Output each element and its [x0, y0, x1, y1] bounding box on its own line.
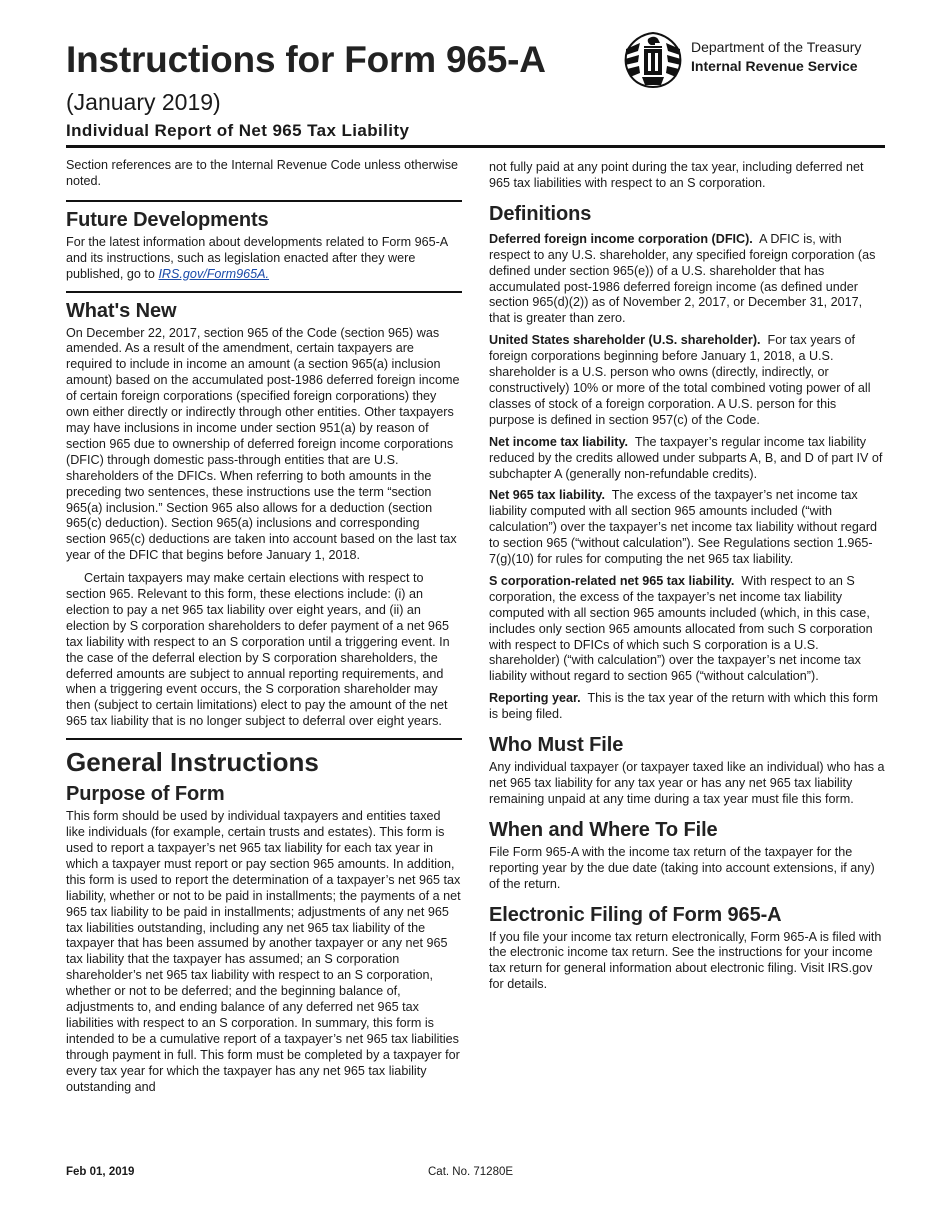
definition-term: United States shareholder (U.S. shareholder).: [489, 333, 761, 348]
section-general-instructions: [66, 738, 462, 1095]
definition-net-income-tax-liability: [489, 435, 885, 483]
intro-text: Section references are to the Internal Revenue Code unless otherwise noted.: [66, 158, 459, 188]
section-future-developments: [66, 200, 462, 283]
definition-text: A DFIC is, with respect to any U.S. shareholder, any specified foreign corporation (as defined under section 965(e)) of a U.S. shareholder that has accumulated post-1986 deferred foreign income (as defined under section 965(d)(2)) as of November 2, 2017, or December 31, 2017, that is greater than zero.: [489, 231, 876, 326]
definition-us-shareholder: [489, 333, 885, 428]
future-developments-heading: Future Developments: [66, 208, 269, 231]
department-name: Department of the Treasury: [691, 39, 862, 55]
electronic-filing-text: If you file your income tax return electronically, Form 965-A is filed with the electronic income tax return. See the instructions for your income tax return for general information about electronic filing. Visit IRS.gov for details.: [489, 929, 882, 992]
definition-text: The excess of the taxpayer’s net income tax liability computed with all section 965 amounts included (“with calculation”) over the taxpayer’s net income tax liability without regard to section 965 (“without calculation”). See Regulations section 1.965-7(g)(10) for rules for computing the net 965 tax liability.: [489, 488, 878, 567]
catalog-number: Cat. No. 71280E: [428, 1166, 514, 1178]
document-title: Instructions for Form 965-A: [66, 39, 546, 80]
purpose-of-form-text: This form should be used by individual taxpayers and entities taxed like individuals (for example, certain trusts and estates). This form is used to report a taxpayer’s net 965 tax liability for each tax year in which a taxpayer must report or pay section 965 amounts. In addition, this form is used to report the determination of a taxpayer’s net 965 tax liability, whether or not to be paid in installments; the payments of a net 965 tax liability to be paid in installments; adjustments of any net 965 tax liabilities outstanding, including any net 965 tax liability of the taxpayer that has been assumed by another taxpayer or any net 965 tax liability that the taxpayer has assumed; an S corporation shareholder’s net 965 tax liability with respect to an S corporation, whether or not to be deferred; and the beginning balance of, adjustments to, and ending balance of any deferred net 965 tax liabilities with respect to an S corporation. In summary, this form is intended to be a cumulative report of a taxpayer’s net 965 tax liabilities through payment in full. This form must be completed by a taxpayer for every tax year for which the taxpayer has any net 965 tax liability outstanding and: [66, 809, 461, 1094]
definition-text: With respect to an S corporation, the excess of the taxpayer’s net income tax liability computed with all section 965 amounts included (which, in this case, includes only section 965 amounts allocated from such S corporation with respect to DFICs of which such S corporation is a U.S. shareholder) (“with calculation”) over the taxpayer’s net income tax liability without regard to section 965 (“without calculation”).: [489, 573, 873, 684]
right-column: [489, 150, 885, 993]
who-must-file-text: Any individual taxpayer (or taxpayer taxed like an individual) who has a net 965 tax liability for any tax year or has any net 965 tax liability remaining unpaid at any time during a tax year must file this form.: [489, 760, 885, 806]
section-whats-new: [66, 291, 462, 731]
future-developments-text: [66, 235, 462, 283]
form-name: Individual Report of Net 965 Tax Liability: [66, 121, 410, 140]
definition-text: For tax years of foreign corporations beginning before January 1, 2018, a U.S. shareholder is a U.S. person who owns (directly, indirectly, or constructively) 10% or more of the total combined voting power of all classes of stock of a foreign corporation. A U.S. person for this purpose is defined in section 957(c) of the Code.: [489, 333, 871, 427]
agency-block: [691, 38, 861, 76]
when-where-text: File Form 965-A with the income tax return of the taxpayer for the reporting year by the due date (taking into account extensions, if any) of the return.: [489, 844, 875, 891]
continued-text: not fully paid at any point during the tax year, including deferred net 965 tax liabilities with respect to an S corporation.: [489, 160, 864, 190]
definition-s-corp-net-965: [489, 574, 885, 685]
whats-new-paragraph-1: On December 22, 2017, section 965 of the Code (section 965) was amended. As a result of the amendment, certain taxpayers are required to include in income an amount (a section 965(a) inclusion amount) based on the accumulated post-1986 deferred foreign income of certain foreign corporations (specified foreign corporations) they own either directly or indirectly through other entities. Other taxpayers may have inclusions in income under section 951(a) by reason of section 965 due to ownership of deferred foreign income corporations (DFIC) through domestic pass-through entities that are U.S. shareholders of the DFICs. When referring to both amounts in the preceding two sentences, these instructions use the term “section 965(a) inclusion.” Section 965 also allows for a deduction (section 965(c) deduction). Section 965(a) inclusions and corresponding section 965(c) deductions are taken into account based on the last tax year of the DFIC that begins before January 1, 2018.: [66, 325, 460, 563]
future-text: For the latest information about developments related to Form 965-A and its instructions, such as legislation enacted after they were published, go to: [66, 234, 448, 281]
irs-form965a-link[interactable]: IRS.gov/Form965A.: [158, 266, 270, 281]
definitions-heading: Definitions: [489, 202, 592, 225]
definition-term: Reporting year.: [489, 691, 581, 706]
electronic-filing-heading: Electronic Filing of Form 965-A: [489, 903, 782, 926]
purpose-of-form-heading: Purpose of Form: [66, 783, 225, 806]
revision-date: (January 2019): [66, 89, 221, 115]
definition-text: This is the tax year of the return with which this form is being filed.: [489, 691, 878, 722]
agency-name: Internal Revenue Service: [691, 58, 858, 74]
irs-eagle-logo-icon: [622, 31, 684, 89]
whats-new-paragraph-2: Certain taxpayers may make certain elections with respect to section 965. Relevant to this form, these elections include: (i) an election to pay a net 965 tax liability over eight years, and (ii) an election by S corporation shareholders to defer payment of a net 965 tax liability with respect to an S corporation until a triggering event. In the case of the deferral election by S corporation shareholders, the deferred amounts are subject to annual reporting requirements, and when a triggering event occurs, the S corporation shareholder may then (subject to certain limitations) elect to pay the amount of the net 965 tax liability that is no longer subject to deferral over eight years.: [66, 571, 450, 729]
definition-net-965-tax-liability: [489, 488, 885, 568]
definition-text: The taxpayer’s regular income tax liability reduced by the credits allowed under subparts A, B, and D of part IV of subchapter A (generally non-refundable credits).: [489, 434, 883, 481]
definition-reporting-year: [489, 691, 885, 723]
footer-date: Feb 01, 2019: [66, 1166, 135, 1178]
definition-term: S corporation-related net 965 tax liability.: [489, 573, 735, 588]
left-column: [66, 150, 462, 1096]
definition-dfic: [489, 232, 885, 327]
definition-term: Net income tax liability.: [489, 434, 629, 449]
definition-term: Net 965 tax liability.: [489, 488, 605, 503]
when-where-heading: When and Where To File: [489, 818, 718, 841]
who-must-file-heading: Who Must File: [489, 734, 624, 757]
definition-term: Deferred foreign income corporation (DFIC).: [489, 231, 753, 246]
whats-new-heading: What's New: [66, 299, 177, 322]
general-instructions-heading: General Instructions: [66, 747, 319, 778]
header-rule: [66, 145, 885, 148]
